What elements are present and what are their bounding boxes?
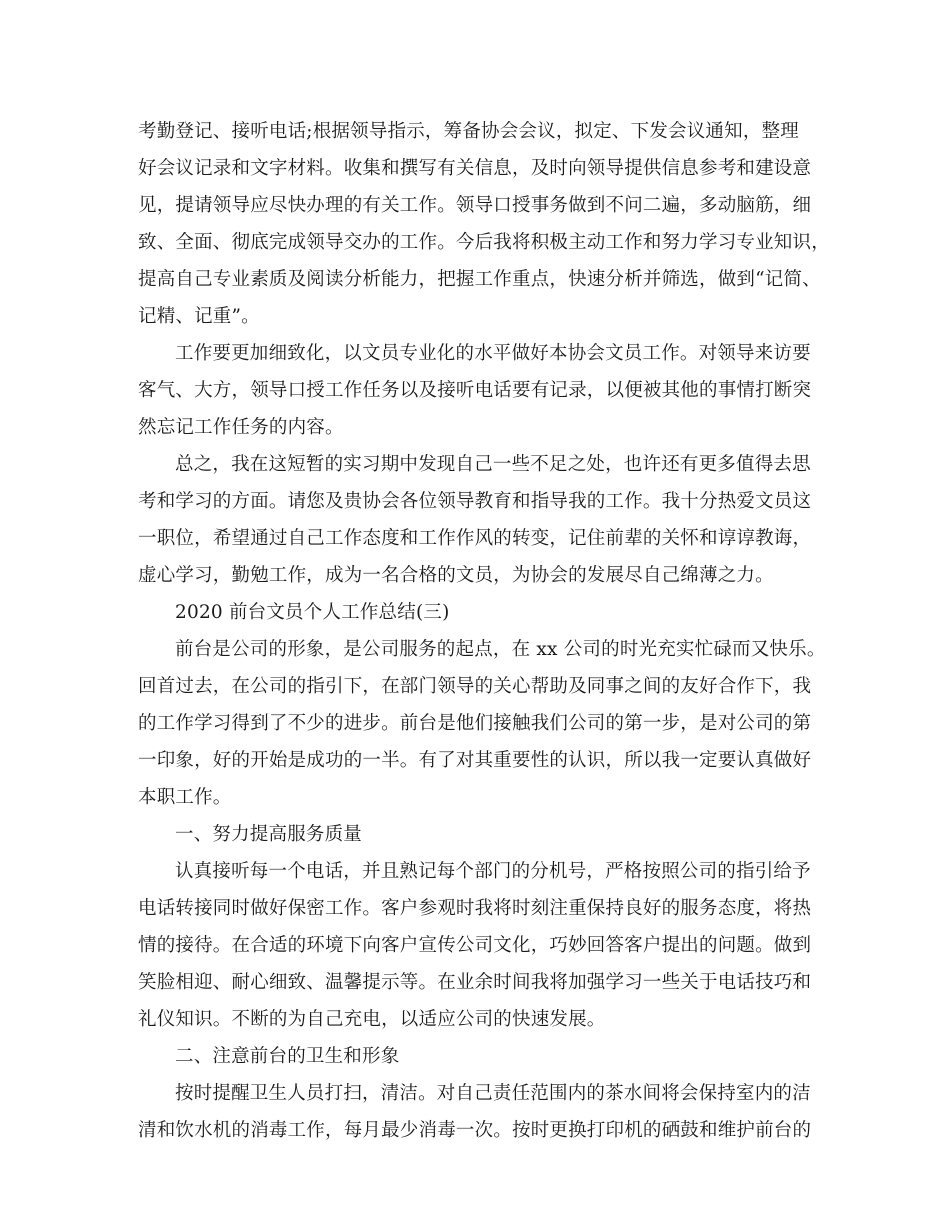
section-heading: 一、努力提高服务质量: [175, 824, 363, 845]
text-line: 然忘记工作任务的内容。: [138, 417, 344, 438]
text-line: 致、全面、彻底完成领导交办的工作。今后我将积极主动工作和努力学习专业知识，: [138, 232, 830, 253]
text-line: 笑脸相迎、耐心细致、温馨提示等。在业余时间我将加强学习一些关于电话技巧和: [138, 972, 812, 993]
text-line: 见，提请领导应尽快办理的有关工作。领导口授事务做到不问二遍，多动脑筋，细: [138, 195, 812, 216]
text-line: 好会议记录和文字材料。收集和撰写有关信息，及时向领导提供信息参考和建设意: [138, 158, 812, 179]
text-line: 本职工作。: [138, 787, 232, 808]
text-line: 电话转接同时做好保密工作。客户参观时我将时刻注重保持良好的服务态度，将热: [138, 898, 812, 919]
text-line: 回首过去，在公司的指引下，在部门领导的关心帮助及同事之间的友好合作下，我: [138, 676, 812, 697]
text-line: 按时提醒卫生人员打扫，清洁。对自己责任范围内的茶水间将会保持室内的洁: [175, 1083, 811, 1104]
text-line: 考和学习的方面。请您及贵协会各位领导教育和指导我的工作。我十分热爱文员这: [138, 491, 812, 512]
text-line: 礼仪知识。不断的为自己充电，以适应公司的快速发展。: [138, 1009, 606, 1030]
text-line: 提高自己专业素质及阅读分析能力，把握工作重点，快速分析并筛选，做到“记简、: [138, 269, 821, 290]
text-line: 认真接听每一个电话，并且熟记每个部门的分机号，严格按照公司的指引给予: [175, 861, 811, 882]
text-line: 总之，我在这短暂的实习期中发现自己一些不足之处，也许还有更多值得去思: [175, 454, 811, 475]
text-line: 的工作学习得到了不少的进步。前台是他们接触我们公司的第一步，是对公司的第: [138, 713, 812, 734]
section-heading: 2020 前台文员个人工作总结(三): [175, 602, 450, 623]
text-line: 清和饮水机的消毒工作，每月最少消毒一次。按时更换打印机的硒鼓和维护前台的: [138, 1120, 812, 1141]
text-line: 考勤登记、接听电话;根据领导指示，筹备协会会议，拟定、下发会议通知，整理: [138, 121, 799, 142]
text-line: 客气、大方，领导口授工作任务以及接听电话要有记录，以便被其他的事情打断突: [138, 380, 812, 401]
text-line: 情的接待。在合适的环境下向客户宣传公司文化，巧妙回答客户提出的问题。做到: [138, 935, 812, 956]
text-line: 记精、记重”。: [138, 306, 260, 327]
text-line: 工作要更加细致化，以文员专业化的水平做好本协会文员工作。对领导来访要: [175, 343, 811, 364]
section-heading: 二、注意前台的卫生和形象: [175, 1046, 400, 1067]
text-line: 虚心学习，勤勉工作，成为一名合格的文员，为协会的发展尽自己绵薄之力。: [138, 565, 774, 586]
text-line: 前台是公司的形象，是公司服务的起点，在 xx 公司的时光充实忙碌而又快乐。: [175, 639, 826, 660]
text-line: 一职位，希望通过自己工作态度和工作作风的转变，记住前辈的关怀和谆谆教诲，: [138, 528, 812, 549]
text-line: 一印象，好的开始是成功的一半。有了对其重要性的认识，所以我一定要认真做好: [138, 750, 812, 771]
